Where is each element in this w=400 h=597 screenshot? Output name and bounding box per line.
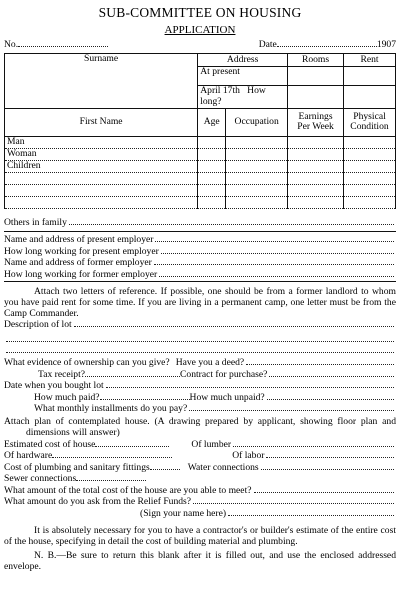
occupation-cell[interactable] [226,160,288,172]
hardware-field[interactable] [52,450,172,458]
present-employer-duration-line [4,246,396,258]
divider [4,281,396,282]
rooms-cell-2[interactable] [288,86,344,108]
present-employer-duration-field[interactable] [161,246,394,254]
present-employer-label: Name and address of present employer [4,234,154,246]
earnings-cell[interactable] [288,160,344,172]
occupation-header: Occupation [226,108,288,136]
how-long-label: How long? [200,85,266,108]
year-label: 1907 [376,38,396,50]
physical-cell[interactable] [344,136,396,148]
occupation-cell[interactable] [226,148,288,160]
former-employer-line [4,257,396,269]
surname-header: Surname [5,54,198,108]
tax-receipt-field[interactable] [85,369,180,377]
description-lot-field[interactable] [74,319,394,327]
hardware-labor-line [4,450,396,462]
date-bought-field[interactable] [106,380,394,388]
unpaid-label: How much unpaid? [189,391,265,403]
former-employer-duration-field[interactable] [159,269,394,277]
divider [4,231,396,232]
signature-label: (Sign your name here) [140,508,227,520]
age-cell[interactable] [198,136,226,148]
earnings-cell[interactable] [288,148,344,160]
former-employer-duration-label: How long working for former employer [4,268,158,280]
labor-field[interactable] [266,450,394,458]
number-date-line [4,39,396,51]
water-field[interactable] [261,462,394,470]
total-label: What amount of the total cost of the house are you able to meet? [4,484,252,496]
occupation-cell[interactable] [226,184,288,196]
lumber-field[interactable] [233,439,394,447]
physical-cell[interactable] [344,184,396,196]
age-cell[interactable] [198,184,226,196]
address-header: Address [198,54,288,67]
others-field[interactable] [69,217,394,225]
nb-instructions: N. B.—Be sure to return this blank after it is filled out, and use the enclosed addressed envelope. [4,549,396,572]
labor-label: Of labor [232,450,265,462]
age-cell[interactable] [198,172,226,184]
description-lot-line [4,319,396,331]
former-employer-label: Name and address of former employer [4,257,152,269]
rooms-cell[interactable] [288,67,344,86]
physical-header: Physical Condition [344,108,396,136]
blank-line [4,334,396,342]
rent-cell-2[interactable] [344,86,396,108]
at-present-label[interactable]: At present [198,67,288,86]
form-subtitle: APPLICATION [164,23,236,36]
plumbing-field[interactable] [150,462,180,470]
paid-field[interactable] [100,392,190,400]
earnings-header: Earnings Per Week [288,108,344,136]
monthly-label: What monthly installments do you pay? [34,403,188,415]
date-label: Date [258,38,277,50]
description-lot-field-2[interactable] [6,334,394,342]
earnings-cell[interactable] [288,184,344,196]
physical-cell[interactable] [344,160,396,172]
ownership-line [4,357,396,369]
unpaid-field[interactable] [267,392,394,400]
house-cost-field[interactable] [95,439,169,447]
tax-contract-line [4,369,396,381]
age-cell[interactable] [198,196,226,208]
signature-line [4,508,396,520]
number-field[interactable] [18,39,108,47]
sewer-field[interactable] [76,473,146,481]
blank-line [4,345,396,353]
relief-label: What amount do you ask from the Relief Funds? [4,496,192,508]
sewer-label: Sewer connections [4,473,77,485]
monthly-field[interactable] [189,403,394,411]
earnings-cell[interactable] [288,136,344,148]
plan-instructions [4,416,396,438]
row-woman[interactable]: Woman [5,148,198,160]
description-lot-label: Description of lot [4,319,72,331]
former-employer-duration-line [4,269,396,281]
total-field[interactable] [254,485,395,493]
physical-cell[interactable] [344,148,396,160]
earnings-cell[interactable] [288,172,344,184]
deed-label: Have you a deed? [175,356,245,368]
plumbing-label: Cost of plumbing and sanitary fittings [4,461,150,473]
physical-cell[interactable] [344,196,396,208]
form-title: SUB-COMMITTEE ON HOUSING [98,5,302,20]
others-in-family-line [4,217,396,229]
row-man[interactable]: Man [5,136,198,148]
total-line [4,485,396,497]
occupation-cell[interactable] [226,172,288,184]
paid-label: How much paid? [34,391,100,403]
present-employer-line [4,234,396,246]
contract-field[interactable] [269,369,394,377]
first-name-header: First Name [5,108,198,136]
date-field[interactable] [277,39,377,47]
date-bought-line [4,380,396,392]
house-cost-label: Estimated cost of house [4,438,96,450]
water-label: Water connections [187,461,259,473]
april-cell[interactable] [198,86,288,108]
reference-instructions: Attach two letters of reference. If possible, one should be from a former landlord to whom you have paid rent for some time. If you are living in a permanent camp, one letter must be from the Camp Commander. [4,286,396,320]
age-header: Age [198,108,226,136]
ownership-label: What evidence of ownership can you give? [4,356,170,368]
age-cell[interactable] [198,160,226,172]
plan-text: Attach plan of contemplated house. (A drawing prepared by applicant, showing floor plan and dimensions will answer) [4,415,396,438]
present-employer-field[interactable] [155,234,394,242]
rent-cell[interactable] [344,67,396,86]
occupation-cell[interactable] [226,136,288,148]
former-employer-field[interactable] [154,257,394,265]
number-label: No. [4,38,19,50]
occupation-cell[interactable] [226,196,288,208]
earnings-cell[interactable] [288,196,344,208]
present-employer-duration-label: How long working for present employer [4,245,159,257]
sewer-line [4,473,396,485]
blank-row[interactable] [5,172,198,184]
tax-receipt-label: Tax receipt? [38,368,85,380]
age-cell[interactable] [198,148,226,160]
rooms-header: Rooms [288,54,344,67]
april-label: April 17th [200,85,240,97]
lumber-label: Of lumber [191,438,232,450]
plumbing-water-line [4,462,396,474]
hardware-label: Of hardware [4,450,53,462]
estimate-instructions: It is absolutely necessary for you to have a contractor's or builder's estimate of the entire cost of the house, specifying in detail the cost of building material and plumbing. [4,524,396,547]
monthly-line [4,403,396,415]
signature-field[interactable] [228,508,394,516]
deed-field[interactable] [246,357,394,365]
others-label: Others in family [4,216,67,228]
blank-row[interactable] [5,196,198,208]
rent-header: Rent [344,54,396,67]
description-lot-field-3[interactable] [6,345,394,353]
contract-label: Contract for purchase? [180,368,268,380]
paid-unpaid-line [4,392,396,404]
relief-field[interactable] [193,496,394,504]
physical-cell[interactable] [344,172,396,184]
row-children[interactable]: Children [5,160,198,172]
relief-line [4,496,396,508]
date-bought-label: Date when you bought lot [4,380,104,392]
blank-row[interactable] [5,184,198,196]
family-table [4,53,396,208]
house-lumber-line [4,439,396,451]
